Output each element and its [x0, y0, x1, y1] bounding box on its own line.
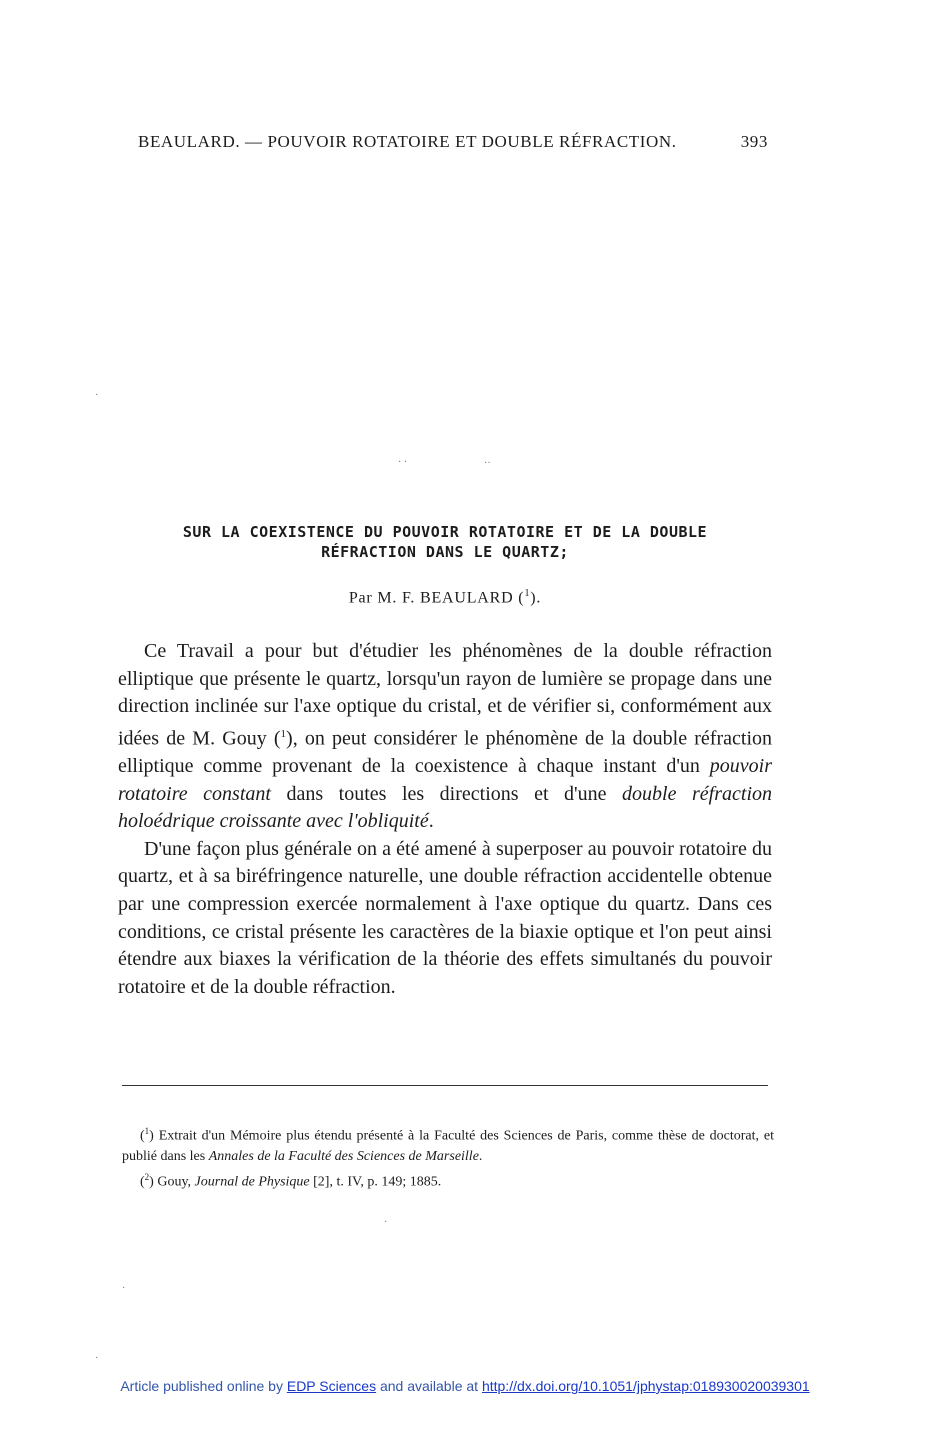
paragraph-text: ), on peut considérer le phénomène de la double réfraction elliptique comme provenant de la coexistence à chaque instant d'un — [118, 727, 772, 778]
running-title: BEAULARD. — POUVOIR ROTATOIRE ET DOUBLE RÉFRACTION. — [138, 132, 677, 151]
emphasis: double réfraction holoédrique croissante avec l'obliquité — [118, 782, 772, 833]
title-line: RÉFRACTION DANS LE QUARTZ; — [321, 543, 569, 561]
author-suffix: ). — [530, 589, 542, 607]
banner-middle: and available at — [376, 1378, 482, 1394]
doi-link[interactable]: http://dx.doi.org/10.1051/jphystap:018930020039301 — [481, 1378, 810, 1394]
banner-prefix: Article published online by — [120, 1378, 287, 1394]
footnote-ref: 1 — [524, 588, 531, 599]
paragraph — [118, 638, 772, 836]
scan-speck: · — [95, 1353, 99, 1364]
scan-speck: · — [95, 390, 99, 401]
running-head — [138, 132, 768, 152]
scan-speck: ·· — [484, 458, 491, 469]
author-name: Par M. F. BEAULARD — [348, 589, 514, 607]
footnote-text: ) Extrait d'un Mémoire plus étendu présenté à la Faculté des Sciences de Paris, comme thèse de doctorat, et publié dans les — [122, 1128, 774, 1164]
footnote: ($^2$) Gouy, Journal de Physique [2], t. IV, p. 149; 1885. — [140, 1171, 442, 1190]
footnote: ($^1$) Extrait d'un Mémoire plus étendu présenté à la Faculté des Sciences de Paris, comme thèse de doctorat, et publié dans les Annales de la Faculté des Sciences de Marseille. — [122, 1126, 774, 1164]
author-line: Par M. F. BEAULARD ($^1$). — [348, 588, 542, 607]
paragraph-text: . — [428, 810, 434, 833]
paragraph-text: Ce Travail a pour but d'étudier les phénomènes de la double réfraction elliptique que présente le quartz, lorsqu'un rayon de lumière se propage dans une direction inclinée sur l'axe optique du cristal, et de vérifier si, conformément aux idées de M. Gouy ( — [118, 640, 772, 750]
article-body — [118, 638, 772, 1001]
footnote-mark: 1 — [144, 1126, 150, 1136]
emphasis: Journal de Physique — [194, 1174, 310, 1190]
scan-speck: · — [384, 1217, 388, 1228]
footnote-text: [2], t. IV, p. 149; 1885. — [309, 1174, 442, 1190]
emphasis: Annales de la Faculté des Sciences de Marseille — [208, 1148, 479, 1164]
article-title — [120, 522, 770, 562]
footnote-divider — [122, 1085, 768, 1086]
emphasis: pouvoir rotatoire constant — [118, 755, 772, 805]
page-number: 393 — [740, 132, 768, 151]
paragraph: D'une façon plus générale on a été amené à superposer au pouvoir rotatoire du quartz, et à sa biréfringence naturelle, une double réfraction accidentelle obtenue par une compression exercée normalement à l'axe optique du quartz. Dans ces conditions, ce cristal présente les caractères de la biaxie optique et l'on peut ainsi étendre aux biaxes la vérification de la théorie des effets simultanés du pouvoir rotatoire et de la double réfraction. — [118, 837, 772, 998]
publisher-link[interactable]: EDP Sciences — [286, 1378, 377, 1394]
scan-speck: · — [122, 1283, 126, 1294]
footnote-text: . — [478, 1148, 483, 1164]
footnotes — [122, 1121, 774, 1192]
footnote-text: ) Gouy, — [149, 1174, 195, 1190]
title-line: SUR LA COEXISTENCE DU POUVOIR ROTATOIRE ET DE LA DOUBLE — [182, 523, 708, 541]
scan-speck: · · — [398, 457, 408, 468]
publication-banner — [0, 1378, 930, 1394]
footnote-ref: 1 — [280, 727, 287, 740]
footnote-mark: 2 — [144, 1171, 150, 1182]
paragraph-text: dans toutes les directions et d'une — [270, 782, 623, 805]
